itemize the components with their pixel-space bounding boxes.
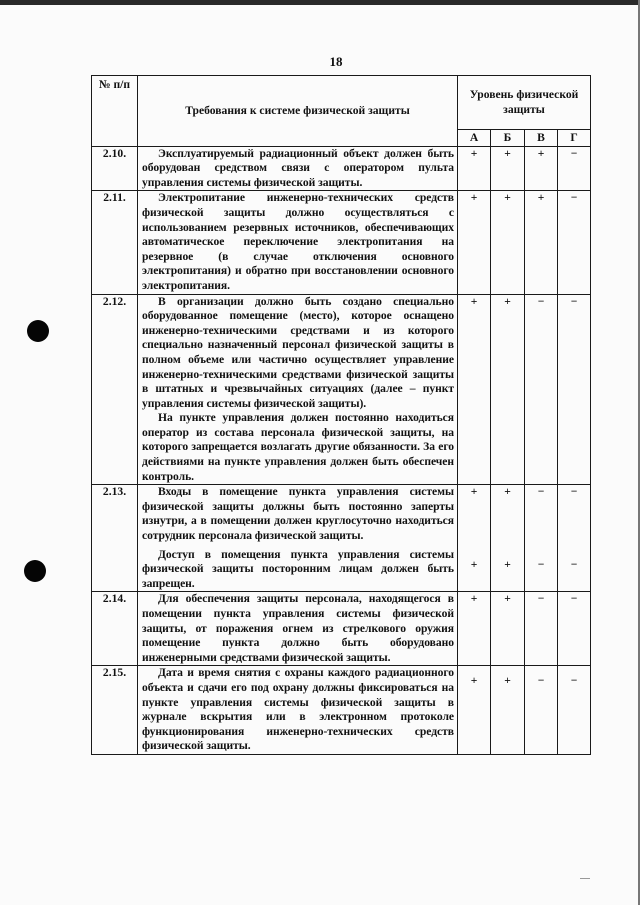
table-row: [92, 592, 591, 666]
scan-mark: [580, 878, 590, 879]
mark-level-b: +: [491, 592, 525, 666]
page-number: 18: [329, 54, 343, 69]
row-requirement: [138, 666, 458, 755]
table-row: [92, 146, 591, 191]
mark-second: +: [504, 557, 511, 571]
requirement-paragraph: В организации должно быть создано специально оборудованное помещение (место), которое оснащено инженерно-техническими средствами и из которого специально назначенный персонал физической защиты в полном объеме или частично осуществляет управление инженерно-техническими средствами физической защиты в штатных и чрезвычайных ситуациях (далее – пункт управления системы физической защиты).: [142, 294, 454, 410]
table-row: [92, 666, 591, 755]
mark-level-a: +: [458, 592, 491, 666]
requirement-paragraph: На пункте управления должен постоянно находиться оператор из состава персонала физической защиты, на которого запрещается возлагать другие обязанности. За его действиями на пункте управления должен быть обеспечен контроль.: [142, 411, 454, 483]
mark-second: −: [570, 557, 578, 571]
requirement-paragraph: Эксплуатируемый радиационный объект должен быть оборудован средством связи с оператором пульта управления системы физической защиты.: [142, 146, 454, 189]
mark-level-a: +: [458, 191, 491, 294]
mark-level-b: +: [491, 294, 525, 485]
mark-level-v: +: [525, 191, 558, 294]
mark-level-v: −: [525, 592, 558, 666]
mark-first: −: [537, 485, 545, 499]
mark-level-g: −: [558, 294, 591, 485]
header-number: № п/п: [92, 76, 138, 147]
header-level-b: Б: [491, 130, 525, 147]
mark-first: −: [570, 485, 578, 499]
mark-level-a: [458, 485, 491, 592]
mark-level-g: −: [558, 666, 591, 755]
table-row: [92, 191, 591, 294]
mark-level-b: +: [491, 191, 525, 294]
requirement-paragraph: Электропитание инженерно-технических средств физической защиты должно осуществляться с использованием резервных источников, обеспечивающих автоматическое переключение электропитания на резервное (в случае отключения основного электропитания) и обратно при восстановлении основного электропитания.: [142, 191, 454, 292]
mark-level-v: −: [525, 294, 558, 485]
row-number: 2.14.: [92, 592, 138, 666]
table-row: [92, 294, 591, 485]
row-number: 2.13.: [92, 485, 138, 592]
row-requirement: [138, 485, 458, 592]
mark-level-a: +: [458, 294, 491, 485]
requirement-paragraph: Дата и время снятия с охраны каждого радиационного объекта и сдачи его под охрану должны фиксироваться на пункте управления системы физической защиты в журнале вскрытия или в электронном протоколе функционирования инженерно-технических средств физической защиты.: [142, 666, 454, 753]
row-number: 2.11.: [92, 191, 138, 294]
header-requirements: Требования к системе физической защиты: [138, 76, 458, 147]
mark-level-g: −: [558, 191, 591, 294]
mark-level-v: +: [525, 146, 558, 191]
scan-top-edge: [0, 0, 640, 5]
row-number: 2.10.: [92, 146, 138, 191]
row-number: 2.12.: [92, 294, 138, 485]
mark-first: +: [470, 485, 478, 499]
mark-level-a: +: [458, 146, 491, 191]
row-number: 2.15.: [92, 666, 138, 755]
mark-second: −: [537, 557, 545, 571]
table-row: [92, 485, 591, 592]
requirement-paragraph: Для обеспечения защиты персонала, находящегося в помещении пункта управления системы физической защиты, от поражения огнем из стрелкового оружия помещение пункта должно быть оборудовано инженерными средствами физической защиты.: [142, 592, 454, 664]
requirement-paragraph: Входы в помещение пункта управления системы физической защиты должны быть постоянно заперты изнутри, а в помещении должен круглосуточно находиться сотрудник персонала физической защиты.: [142, 485, 454, 543]
row-requirement: [138, 191, 458, 294]
row-requirement: [138, 294, 458, 485]
header-level-a: А: [458, 130, 491, 147]
mark-level-v: [525, 485, 558, 592]
mark-level-g: −: [558, 592, 591, 666]
mark-first: +: [504, 485, 511, 499]
requirement-paragraph: Доступ в помещения пункта управления системы физической защиты посторонним лицам должен быть запрещен.: [142, 547, 454, 590]
mark-level-b: [491, 485, 525, 592]
mark-level-a: +: [458, 666, 491, 755]
mark-level-g: −: [558, 146, 591, 191]
mark-level-b: +: [491, 146, 525, 191]
punch-hole: [24, 560, 46, 582]
mark-level-v: −: [525, 666, 558, 755]
header-level-v: В: [525, 130, 558, 147]
mark-level-g: [558, 485, 591, 592]
header-protection-level: Уровень физической защиты: [458, 76, 591, 130]
row-requirement: [138, 146, 458, 191]
row-requirement: [138, 592, 458, 666]
mark-level-b: +: [491, 666, 525, 755]
mark-second: +: [470, 557, 478, 571]
header-level-g: Г: [558, 130, 591, 147]
punch-hole: [27, 320, 49, 342]
requirements-table: [91, 75, 591, 755]
